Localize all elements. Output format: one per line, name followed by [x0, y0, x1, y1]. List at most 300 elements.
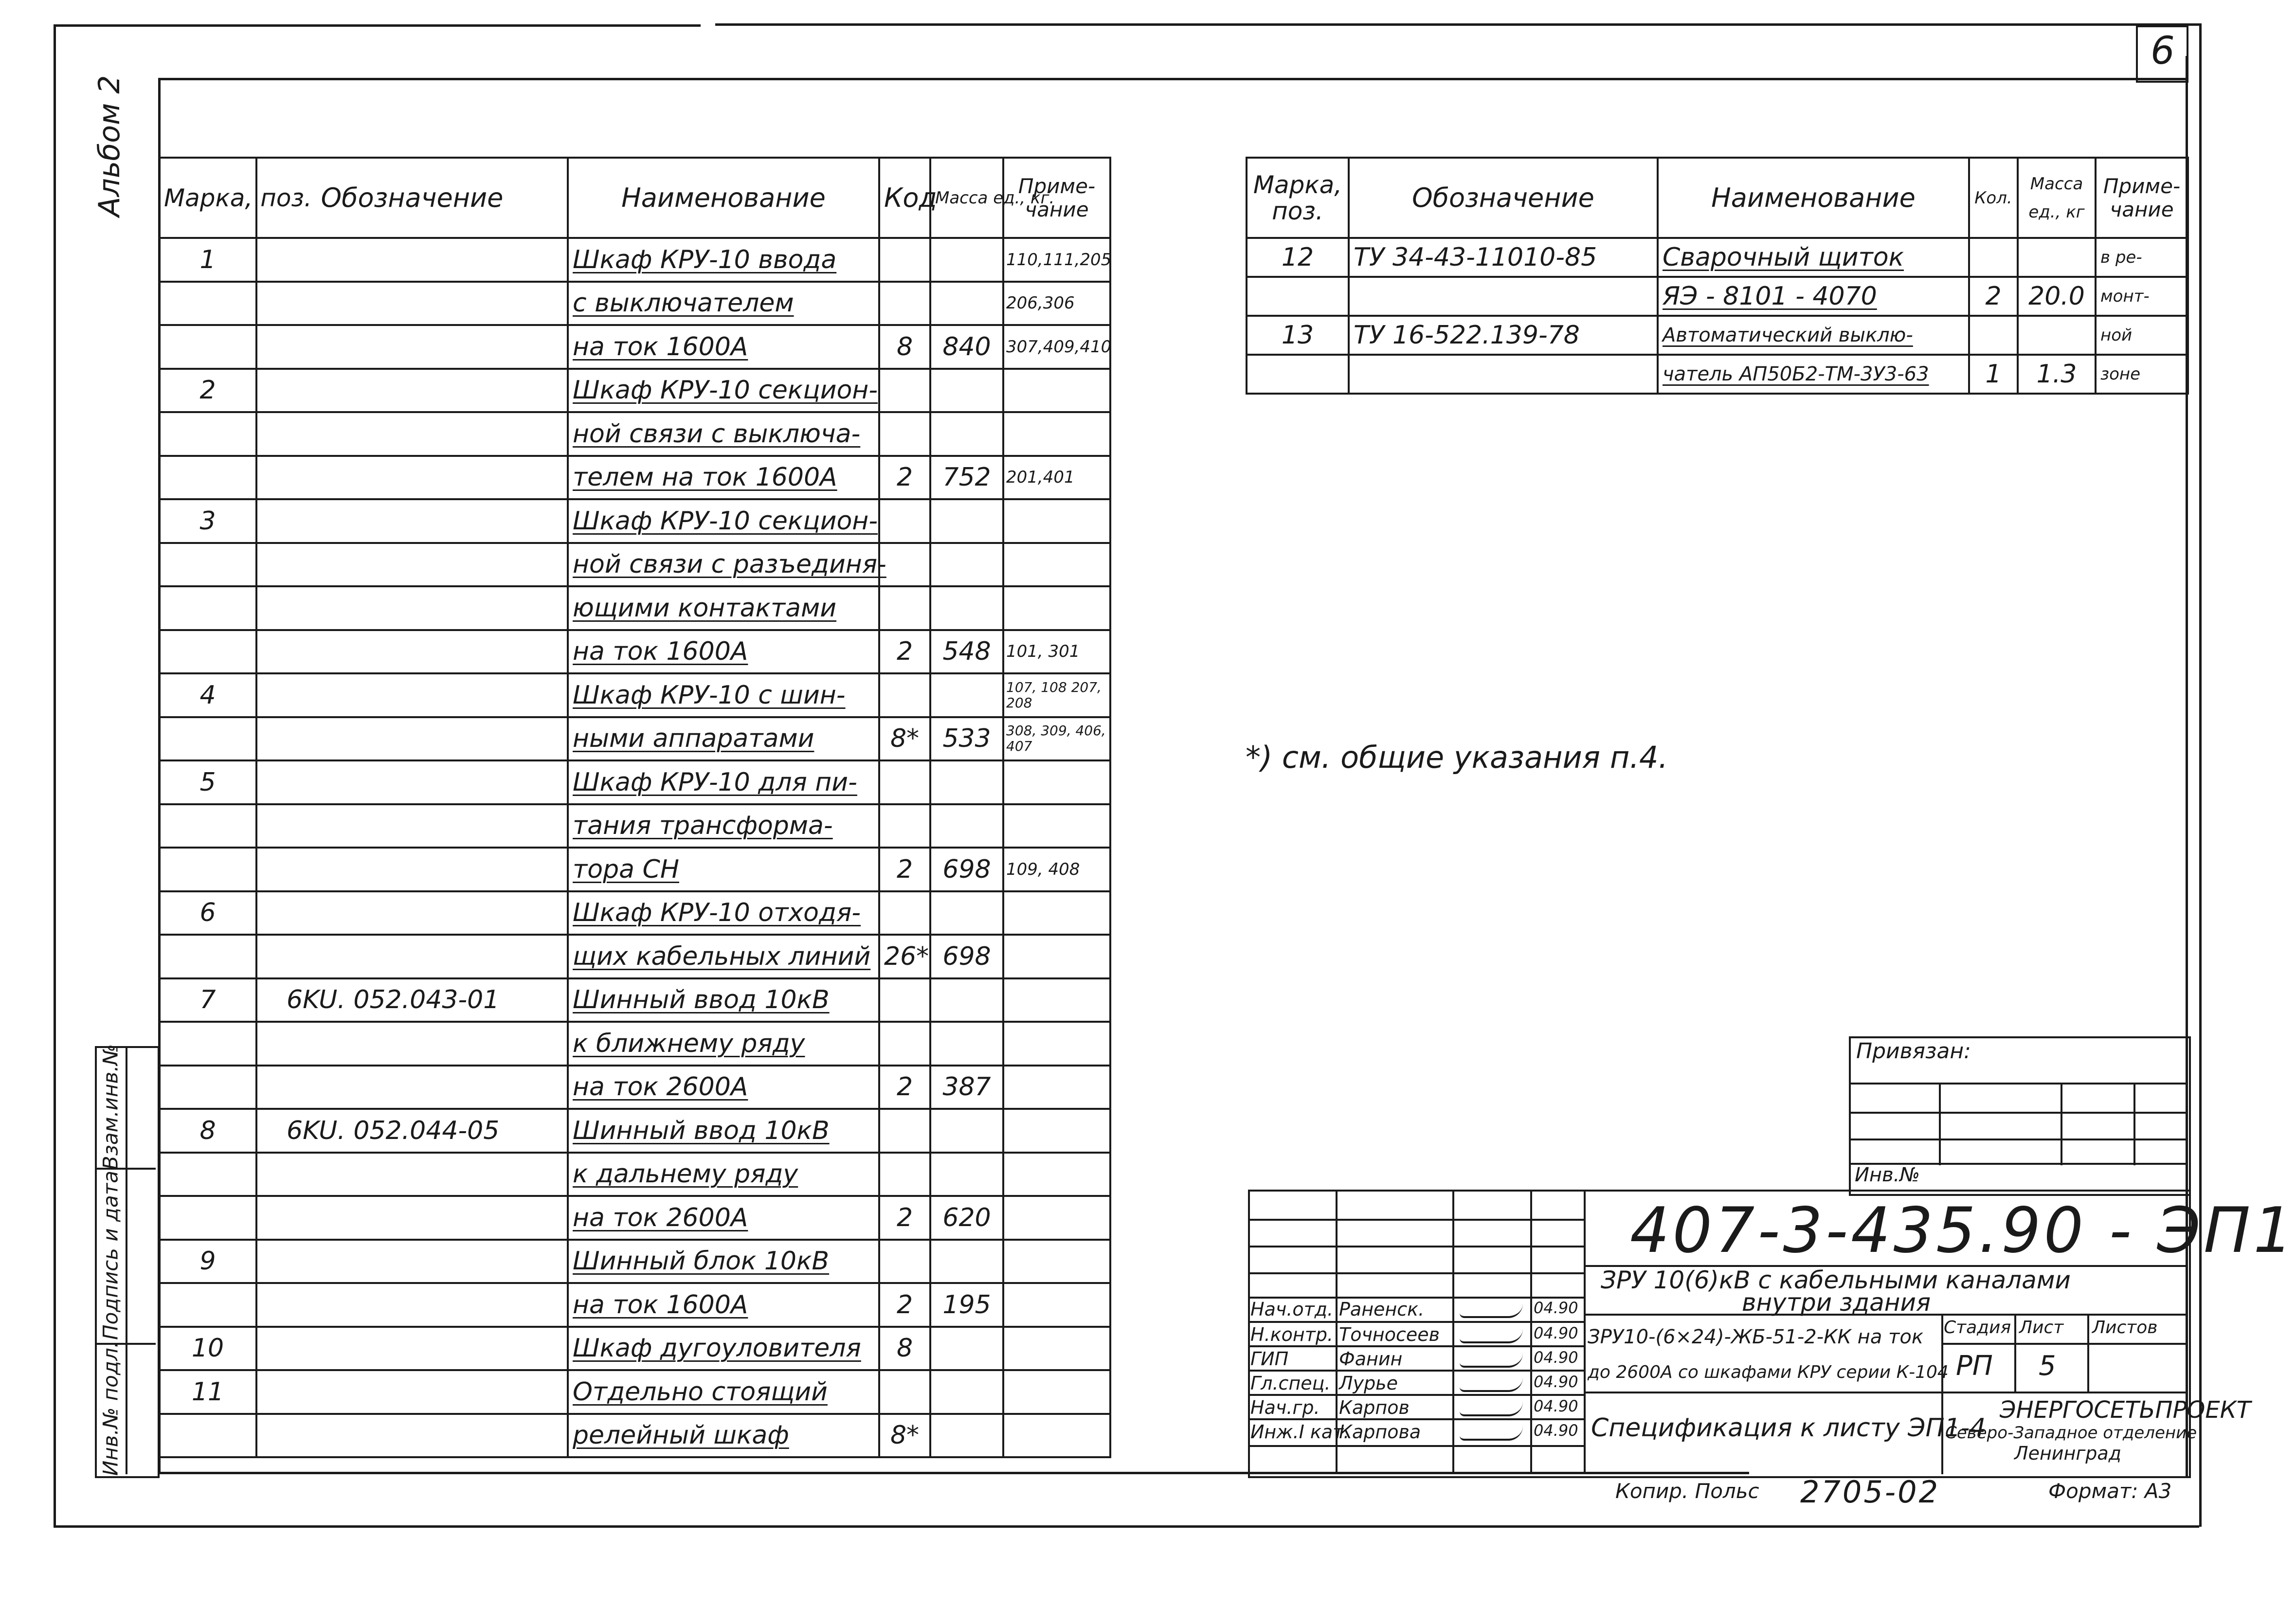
cell-kod: 2 — [879, 848, 930, 891]
table-row — [159, 760, 1110, 804]
cell-kod — [879, 369, 930, 413]
cell-mark: 5 — [159, 760, 256, 804]
cell-kol: 1 — [1969, 355, 2018, 394]
sig-date: 04.90 — [1534, 1324, 1578, 1342]
cell-oboz — [256, 1022, 568, 1066]
table-row — [1247, 316, 2188, 355]
cell-name: Отдельно стоящий — [568, 1370, 879, 1414]
cell-oboz — [256, 1240, 568, 1284]
cell-name: Шкаф дугоуловителя — [568, 1327, 879, 1371]
album-label: Альбом 2 — [92, 75, 127, 217]
cell-mass — [930, 673, 1003, 717]
cell-mass — [930, 760, 1003, 804]
cell-name: ЯЭ - 8101 - 4070 — [1658, 277, 1969, 316]
side-stamp-divider — [126, 1046, 127, 1474]
cell-note — [1003, 804, 1110, 848]
cell-oboz: ТУ 16-522.139-78 — [1349, 316, 1658, 355]
cell-mark — [159, 543, 256, 587]
cell-mass: 698 — [930, 848, 1003, 891]
table-row — [159, 325, 1110, 369]
cell-name: с выключателем — [568, 282, 879, 325]
tied-row-2 — [1849, 1112, 2187, 1114]
cell-oboz — [256, 717, 568, 761]
cell-mark — [1247, 355, 1349, 394]
tied-title: Привязан: — [1856, 1039, 1971, 1064]
cell-mark: 8 — [159, 1109, 256, 1153]
cell-mass — [930, 1414, 1003, 1458]
table-row — [159, 1153, 1110, 1196]
col-header-mark: Марка, поз. — [159, 158, 256, 238]
cell-mark: 10 — [159, 1327, 256, 1371]
cell-name: Шинный ввод 10кВ — [568, 1109, 879, 1153]
r-col-header-kol: Кол. — [1969, 158, 2018, 238]
cell-mass: 548 — [930, 630, 1003, 674]
cell-oboz — [256, 282, 568, 325]
cell-kod: 2 — [879, 1066, 930, 1109]
org-name-1: ЭНЕРГОСЕТЬПРОЕКТ — [2000, 1396, 2251, 1424]
tb-h-6 — [1248, 1345, 1584, 1347]
cell-kod: 2 — [879, 1283, 930, 1327]
format-label: Формат: А3 — [2048, 1479, 2172, 1503]
table-row — [159, 804, 1110, 848]
sig-role: Нач.отд. — [1250, 1299, 1334, 1320]
sig-name: Карпова — [1339, 1421, 1421, 1443]
cell-name: тора СН — [568, 848, 879, 891]
cell-mass — [930, 804, 1003, 848]
signature-mark — [1460, 1402, 1523, 1416]
cell-kod — [879, 760, 930, 804]
cell-kod — [879, 1240, 930, 1284]
cell-name: Шкаф КРУ-10 секцион- — [568, 499, 879, 543]
cell-name: телем на ток 1600А — [568, 456, 879, 500]
table-row — [159, 630, 1110, 674]
cell-mass: 698 — [930, 935, 1003, 978]
tb-h-desc — [1584, 1392, 2187, 1393]
table-row — [159, 1327, 1110, 1371]
table-row — [159, 282, 1110, 325]
cell-mark — [1247, 277, 1349, 316]
cell-note — [1003, 1414, 1110, 1458]
cell-name: Шкаф КРУ-10 секцион- — [568, 369, 879, 413]
table-row — [159, 1414, 1110, 1458]
cell-mass — [930, 1370, 1003, 1414]
cell-oboz — [256, 673, 568, 717]
tb-h-10 — [1248, 1445, 1584, 1447]
table-row — [159, 935, 1110, 978]
cell-kod: 2 — [879, 630, 930, 674]
signature-mark — [1460, 1353, 1523, 1368]
cell-kod: 2 — [879, 456, 930, 500]
cell-kod: 8* — [879, 1414, 930, 1458]
cell-note — [1003, 369, 1110, 413]
cell-name: к ближнему ряду — [568, 1022, 879, 1066]
cell-note — [1003, 1327, 1110, 1371]
cell-mark: 1 — [159, 238, 256, 282]
cell-name: Шкаф КРУ-10 отходя- — [568, 891, 879, 935]
frame-bottom — [54, 1525, 2199, 1528]
tb-v-sheet — [2014, 1314, 2016, 1392]
cell-kod — [879, 499, 930, 543]
cell-mark — [159, 1414, 256, 1458]
cell-note — [1003, 935, 1110, 978]
description-1: ЗРУ10-(6×24)-ЖБ-51-2-КК на ток — [1588, 1326, 1923, 1348]
cell-note — [1003, 1240, 1110, 1284]
cell-kol: 2 — [1969, 277, 2018, 316]
object-title-2: внутри здания — [1742, 1288, 1931, 1317]
cell-mass — [2018, 238, 2096, 277]
sig-date: 04.90 — [1534, 1373, 1578, 1391]
tb-col-2 — [1452, 1190, 1454, 1474]
doc-code: 407-3-435.90 - ЭП1 — [1630, 1194, 2296, 1267]
cell-note: 107, 108 207, 208 — [1003, 673, 1110, 717]
cell-kod — [879, 543, 930, 587]
cell-mark: 2 — [159, 369, 256, 413]
org-name-3: Ленинград — [2014, 1443, 2121, 1464]
signature-mark — [1460, 1426, 1523, 1441]
cell-note: в ре- — [2096, 238, 2188, 277]
cell-note: 308, 309, 406, 407 — [1003, 717, 1110, 761]
r-col-header-mark: Марка, поз. — [1247, 158, 1349, 238]
tb-col-4 — [1584, 1190, 1586, 1474]
cell-note: 110,111,205 — [1003, 238, 1110, 282]
cell-name: к дальнему ряду — [568, 1153, 879, 1196]
col-header-note: Приме- чание — [1003, 158, 1110, 238]
sig-role: Н.контр. — [1250, 1324, 1334, 1345]
cell-mark: 11 — [159, 1370, 256, 1414]
cell-kod — [879, 804, 930, 848]
sig-name: Раненск. — [1339, 1299, 1425, 1320]
cell-mark: 7 — [159, 978, 256, 1022]
sig-date: 04.90 — [1534, 1299, 1578, 1317]
cell-kod — [879, 282, 930, 325]
right-spec-table — [1246, 157, 2189, 395]
cell-kod — [879, 891, 930, 935]
table-row — [159, 1283, 1110, 1327]
table-row — [159, 586, 1110, 630]
cell-oboz — [256, 1066, 568, 1109]
cell-mark: 9 — [159, 1240, 256, 1284]
sheet-value: 5 — [2039, 1350, 2056, 1382]
frame-right — [2199, 23, 2202, 1527]
sig-name: Точносеев — [1339, 1324, 1440, 1345]
cell-oboz — [256, 630, 568, 674]
cell-mass — [930, 1153, 1003, 1196]
cell-oboz — [256, 760, 568, 804]
cell-mass — [930, 1240, 1003, 1284]
cell-note — [1003, 499, 1110, 543]
cell-name: Шинный ввод 10кВ — [568, 978, 879, 1022]
cell-oboz — [256, 412, 568, 456]
cell-oboz — [256, 543, 568, 587]
cell-name: релейный шкаф — [568, 1414, 879, 1458]
cell-mass: 387 — [930, 1066, 1003, 1109]
cell-oboz — [256, 1414, 568, 1458]
cell-note: 201,401 — [1003, 456, 1110, 500]
cell-mark — [159, 412, 256, 456]
cell-mass — [930, 499, 1003, 543]
cell-mass: 840 — [930, 325, 1003, 369]
cell-mark: 12 — [1247, 238, 1349, 277]
copy-number: 2705-02 — [1800, 1474, 1940, 1510]
cell-name: ющими контактами — [568, 586, 879, 630]
cell-mark — [159, 717, 256, 761]
cell-oboz: ТУ 34-43-11010-85 — [1349, 238, 1658, 277]
cell-kod — [879, 1109, 930, 1153]
cell-note — [1003, 1022, 1110, 1066]
signature-mark — [1460, 1329, 1523, 1343]
left-spec-table — [158, 157, 1111, 1458]
cell-oboz — [256, 1283, 568, 1327]
side-label-vzam: Взам.инв.№ — [98, 1044, 123, 1170]
cell-mark — [159, 848, 256, 891]
cell-kod: 8 — [879, 1327, 930, 1371]
description-2: до 2600А со шкафами КРУ серии К-104 — [1588, 1362, 1949, 1382]
sig-date: 04.90 — [1534, 1348, 1578, 1367]
cell-mass — [930, 1327, 1003, 1371]
cell-mark: 4 — [159, 673, 256, 717]
tb-col-3 — [1530, 1190, 1532, 1474]
cell-mass: 20.0 — [2018, 277, 2096, 316]
tb-v-stage — [1941, 1314, 1943, 1474]
cell-kod: 8* — [879, 717, 930, 761]
cell-note: ной — [2096, 316, 2188, 355]
sig-role: ГИП — [1250, 1348, 1289, 1370]
cell-name: ными аппаратами — [568, 717, 879, 761]
cell-note — [1003, 543, 1110, 587]
cell-note — [1003, 1370, 1110, 1414]
tb-h-5 — [1248, 1321, 1584, 1323]
cell-mark: 3 — [159, 499, 256, 543]
cell-name: щих кабельных линий — [568, 935, 879, 978]
inner-frame-top — [158, 78, 2188, 80]
cell-mark — [159, 935, 256, 978]
cell-name: на ток 1600А — [568, 630, 879, 674]
cell-mass — [2018, 316, 2096, 355]
cell-mass — [930, 543, 1003, 587]
table-row — [159, 848, 1110, 891]
stage-label: Стадия — [1944, 1318, 2011, 1338]
cell-mark: 6 — [159, 891, 256, 935]
cell-name: на ток 1600А — [568, 1283, 879, 1327]
stage-value: РП — [1956, 1350, 1993, 1382]
cell-oboz: 6KU. 052.044-05 — [256, 1109, 568, 1153]
cell-name: Сварочный щиток — [1658, 238, 1969, 277]
cell-oboz — [1349, 277, 1658, 316]
tb-v-sheets — [2087, 1314, 2089, 1392]
cell-note: 109, 408 — [1003, 848, 1110, 891]
col-header-name: Наименование — [568, 158, 879, 238]
table-row — [159, 1066, 1110, 1109]
cell-note: 101, 301 — [1003, 630, 1110, 674]
sig-role: Инж.I кат. — [1250, 1421, 1350, 1443]
cell-name: на ток 2600А — [568, 1066, 879, 1109]
cell-oboz — [256, 586, 568, 630]
sheets-label: Листов — [2092, 1318, 2158, 1338]
left-table-header — [159, 158, 1110, 238]
table-row — [159, 499, 1110, 543]
col-header-kod: Код — [879, 158, 930, 238]
r-col-header-oboz: Обозначение — [1349, 158, 1658, 238]
cell-mark — [159, 586, 256, 630]
cell-oboz — [256, 1196, 568, 1240]
sig-name: Лурье — [1339, 1373, 1398, 1394]
cell-kol — [1969, 238, 2018, 277]
cell-mass: 1.3 — [2018, 355, 2096, 394]
tb-h-7 — [1248, 1370, 1584, 1372]
cell-note — [1003, 1153, 1110, 1196]
sheet-number: 6 — [2151, 29, 2175, 73]
tb-h-stage — [1941, 1343, 2187, 1345]
cell-oboz — [256, 325, 568, 369]
cell-oboz — [1349, 355, 1658, 394]
sig-role: Гл.спец. — [1250, 1373, 1331, 1394]
cell-mark: 13 — [1247, 316, 1349, 355]
tb-h-3 — [1248, 1272, 1584, 1274]
table-row — [159, 1196, 1110, 1240]
cell-mass: 195 — [930, 1283, 1003, 1327]
cell-name: Шкаф КРУ-10 с шин- — [568, 673, 879, 717]
cell-mass — [930, 369, 1003, 413]
sheet-label: Лист — [2019, 1318, 2064, 1338]
cell-mark — [159, 1283, 256, 1327]
cell-mass — [930, 412, 1003, 456]
col-header-mass: Масса ед., кг. — [930, 158, 1003, 238]
table-row — [159, 412, 1110, 456]
table-row — [159, 978, 1110, 1022]
cell-mass — [930, 238, 1003, 282]
sig-date: 04.90 — [1534, 1397, 1578, 1415]
sig-role: Нач.гр. — [1250, 1397, 1320, 1418]
cell-name: ной связи с выключа- — [568, 412, 879, 456]
sig-name: Фанин — [1339, 1348, 1403, 1370]
r-col-header-note: Приме- чание — [2096, 158, 2188, 238]
cell-kod — [879, 1153, 930, 1196]
cell-oboz — [256, 891, 568, 935]
side-label-inv-podl: Инв.№ подл. — [98, 1341, 123, 1476]
sig-name: Карпов — [1339, 1397, 1410, 1418]
cell-kod — [879, 586, 930, 630]
cell-kod: 8 — [879, 325, 930, 369]
r-col-header-mass: Масса ед., кг — [2018, 158, 2096, 238]
table-row — [159, 673, 1110, 717]
cell-oboz — [256, 1153, 568, 1196]
cell-mass — [930, 586, 1003, 630]
cell-mass — [930, 978, 1003, 1022]
cell-kod — [879, 673, 930, 717]
table-row — [159, 238, 1110, 282]
signature-mark — [1460, 1377, 1523, 1392]
cell-mark — [159, 1066, 256, 1109]
tied-col-3 — [2133, 1083, 2135, 1165]
cell-note — [1003, 760, 1110, 804]
cell-kod — [879, 412, 930, 456]
cell-oboz: 6KU. 052.043-01 — [256, 978, 568, 1022]
tb-h-9 — [1248, 1418, 1584, 1420]
cell-mass: 533 — [930, 717, 1003, 761]
cell-note: 206,306 — [1003, 282, 1110, 325]
table-row — [159, 456, 1110, 500]
table-row — [159, 1109, 1110, 1153]
col-header-oboz: Обозначение — [256, 158, 568, 238]
cell-note — [1003, 586, 1110, 630]
frame-top — [715, 23, 2199, 26]
copied-label: Копир. Польс — [1615, 1479, 1759, 1503]
cell-mark — [159, 282, 256, 325]
cell-oboz — [256, 499, 568, 543]
cell-note — [1003, 1283, 1110, 1327]
cell-kod — [879, 1370, 930, 1414]
cell-name: Автоматический выклю- — [1658, 316, 1969, 355]
cell-note — [1003, 978, 1110, 1022]
cell-mark — [159, 804, 256, 848]
right-table-header — [1247, 158, 2188, 238]
table-row — [159, 717, 1110, 761]
table-row — [159, 1022, 1110, 1066]
cell-oboz — [256, 804, 568, 848]
tied-col-1 — [1939, 1083, 1941, 1165]
cell-mass — [930, 1109, 1003, 1153]
frame-top-left — [54, 24, 701, 27]
cell-oboz — [256, 1370, 568, 1414]
cell-kod — [879, 1022, 930, 1066]
table-row — [159, 369, 1110, 413]
cell-kod: 2 — [879, 1196, 930, 1240]
sheet-title: Спецификация к листу ЭП1-4 — [1591, 1413, 1986, 1443]
cell-note: зоне — [2096, 355, 2188, 394]
tied-row-3 — [1849, 1139, 2187, 1140]
table-row — [159, 1370, 1110, 1414]
cell-kol — [1969, 316, 2018, 355]
object-title-1: ЗРУ 10(6)кВ с кабельными каналами — [1601, 1266, 2071, 1294]
cell-name: на ток 2600А — [568, 1196, 879, 1240]
cell-kod: 26* — [879, 935, 930, 978]
cell-note: монт- — [2096, 277, 2188, 316]
cell-note — [1003, 1066, 1110, 1109]
cell-name: на ток 1600А — [568, 325, 879, 369]
cell-mass: 620 — [930, 1196, 1003, 1240]
cell-note — [1003, 1109, 1110, 1153]
cell-oboz — [256, 935, 568, 978]
table-row — [159, 891, 1110, 935]
tb-h-8 — [1248, 1394, 1584, 1396]
cell-note — [1003, 891, 1110, 935]
cell-name: тания трансформа- — [568, 804, 879, 848]
cell-name: Шкаф КРУ-10 ввода — [568, 238, 879, 282]
cell-oboz — [256, 456, 568, 500]
cell-mass — [930, 891, 1003, 935]
cell-note: 307,409,410 — [1003, 325, 1110, 369]
sig-date: 04.90 — [1534, 1421, 1578, 1440]
cell-kod — [879, 238, 930, 282]
cell-mark — [159, 630, 256, 674]
cell-name: Шкаф КРУ-10 для пи- — [568, 760, 879, 804]
cell-oboz — [256, 369, 568, 413]
cell-note — [1003, 412, 1110, 456]
table-row — [159, 1240, 1110, 1284]
cell-name: ной связи с разъединя- — [568, 543, 879, 587]
cell-mark — [159, 1153, 256, 1196]
cell-mark — [159, 1196, 256, 1240]
cell-name: Шинный блок 10кВ — [568, 1240, 879, 1284]
side-label-podpis: Подпись и дата — [98, 1171, 123, 1340]
tied-col-2 — [2061, 1083, 2062, 1165]
cell-mark — [159, 456, 256, 500]
cell-oboz — [256, 848, 568, 891]
tb-h-2 — [1248, 1246, 1584, 1247]
tied-row-1 — [1849, 1083, 2187, 1085]
table-row — [1247, 355, 2188, 394]
frame-left — [54, 25, 56, 1526]
